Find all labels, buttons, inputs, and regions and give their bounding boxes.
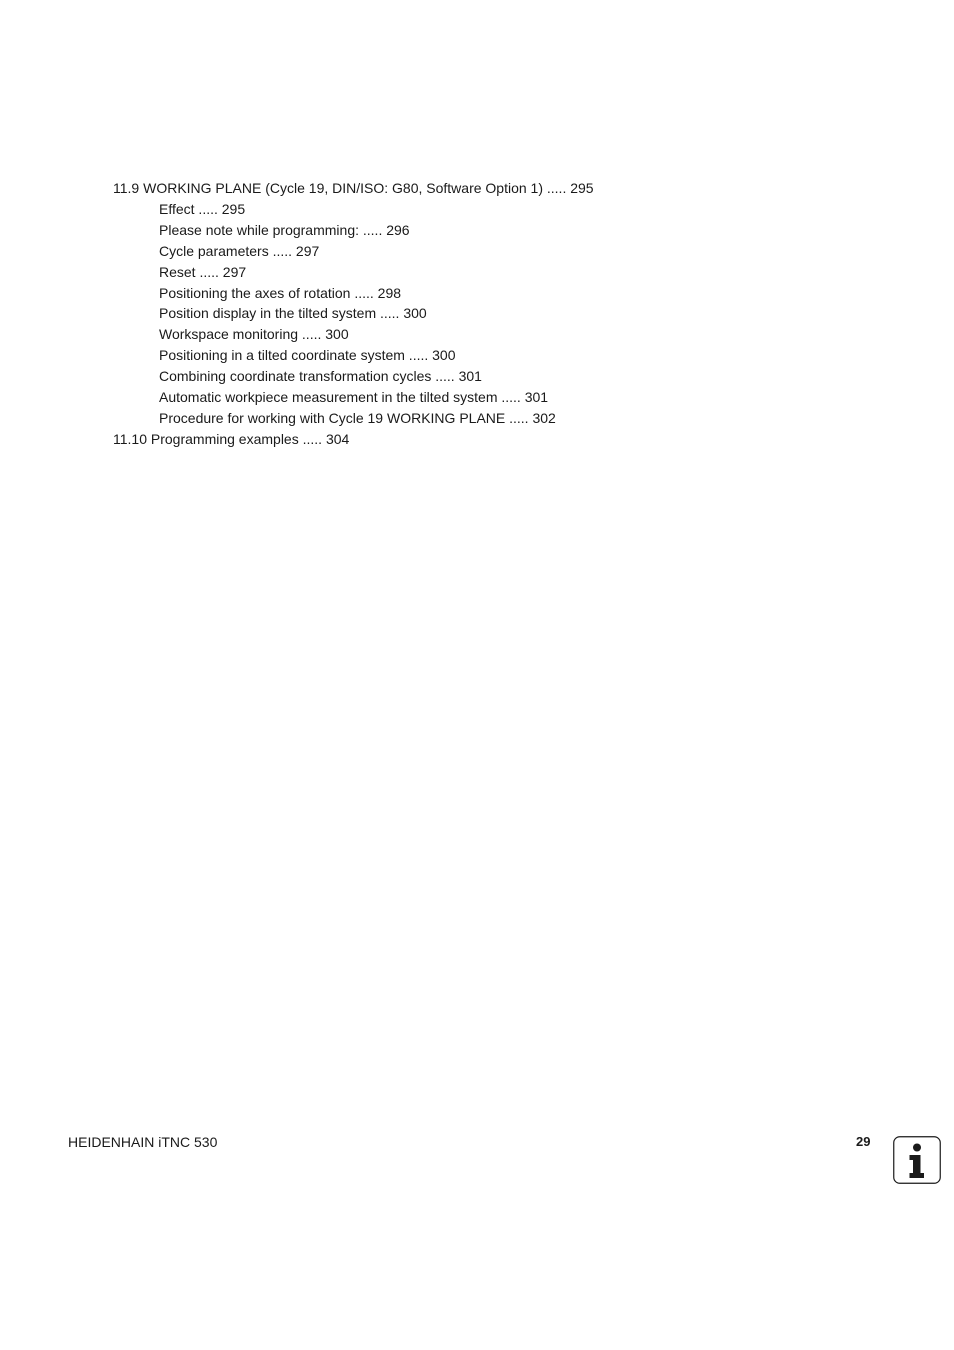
toc-entry[interactable]: Please note while programming: ..... 296 [159, 221, 410, 238]
toc-entry[interactable]: Cycle parameters ..... 297 [159, 242, 320, 259]
toc-entry[interactable]: Effect ..... 295 [159, 200, 246, 217]
toc-entry[interactable]: Position display in the tilted system ..... 300 [159, 305, 427, 322]
toc-entry[interactable]: Procedure for working with Cycle 19 WORKING PLANE ..... 302 [159, 409, 556, 426]
table-of-contents [113, 178, 893, 450]
toc-entry[interactable]: Reset ..... 297 [159, 263, 247, 280]
page-number: 29 [856, 1134, 871, 1149]
toc-entry[interactable]: 11.10 Programming examples ..... 304 [113, 430, 350, 447]
toc-entry[interactable]: Positioning in a tilted coordinate system ..... 300 [159, 347, 456, 364]
footer-title: HEIDENHAIN iTNC 530 [68, 1134, 218, 1150]
toc-entry[interactable]: Combining coordinate transformation cycles ..... 301 [159, 368, 482, 385]
toc-entry[interactable]: Positioning the axes of rotation ..... 298 [159, 284, 402, 301]
toc-entry[interactable]: Automatic workpiece measurement in the tilted system ..... 301 [159, 389, 549, 406]
toc-entry[interactable]: Workspace monitoring ..... 300 [159, 326, 349, 343]
toc-entry[interactable]: 11.9 WORKING PLANE (Cycle 19, DIN/ISO: G80, Software Option 1) ..... 295 [113, 180, 594, 196]
info-icon [893, 1136, 941, 1184]
